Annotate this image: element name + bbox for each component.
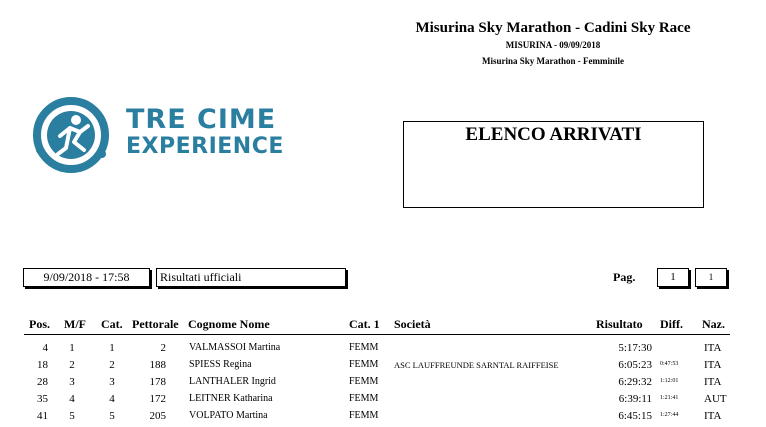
table-row	[0, 342, 766, 359]
col-header-diff: Diff.	[660, 317, 683, 331]
cell-risultato: 5:17:30	[618, 342, 652, 354]
col-header-mf: M/F	[64, 317, 86, 331]
page-total: 1	[695, 268, 727, 287]
cell-name: LEITNER Katharina	[189, 393, 273, 404]
logo-text-line2: EXPERIENCE	[126, 134, 284, 159]
results-status: Risultati ufficiali	[156, 268, 346, 287]
cell-naz: ITA	[704, 376, 722, 388]
cell-cat1: FEMM	[349, 410, 379, 421]
table-row	[0, 359, 766, 376]
cell-pos: 28	[37, 376, 48, 388]
header-divider	[24, 334, 730, 335]
cell-name: SPIESS Regina	[189, 359, 252, 370]
col-header-pettorale: Pettorale	[132, 317, 179, 331]
page-label: Pag.	[613, 270, 636, 284]
cell-name: VALMASSOI Martina	[189, 342, 281, 353]
report-title-box	[403, 121, 704, 208]
cell-naz: ITA	[704, 359, 722, 371]
cell-risultato: 6:29:32	[618, 376, 652, 388]
cell-pos: 41	[37, 410, 48, 422]
race-category: Misurina Sky Marathon - Femminile	[482, 56, 624, 66]
cell-naz: AUT	[704, 393, 727, 405]
cell-cat1: FEMM	[349, 359, 379, 370]
cell-pettorale: 188	[149, 359, 166, 371]
print-datetime: 9/09/2018 - 17:58	[23, 268, 150, 287]
logo-text-line1: TRE CIME	[126, 104, 277, 135]
cell-naz: ITA	[704, 410, 722, 422]
cell-diff: 1:12:01	[660, 378, 679, 384]
cell-mf: 2	[69, 359, 75, 371]
table-row	[0, 393, 766, 410]
tre-cime-logo	[30, 94, 300, 176]
cell-cat: 5	[109, 410, 115, 422]
cell-pos: 35	[37, 393, 48, 405]
cell-cat: 2	[109, 359, 115, 371]
page-number: 1	[657, 268, 689, 287]
event-date: MISURINA - 09/09/2018	[505, 40, 601, 50]
cell-diff: 1:21:41	[660, 395, 679, 401]
cell-cat1: FEMM	[349, 376, 379, 387]
cell-pos: 4	[42, 342, 48, 354]
cell-risultato: 6:05:23	[618, 359, 652, 371]
cell-diff: 1:27:44	[660, 412, 679, 418]
cell-mf: 1	[69, 342, 75, 354]
cell-cat: 4	[109, 393, 115, 405]
col-header-cat: Cat.	[101, 317, 123, 331]
cell-pettorale: 205	[149, 410, 166, 422]
cell-risultato: 6:39:11	[618, 393, 652, 405]
table-row	[0, 376, 766, 393]
cell-mf: 4	[69, 393, 75, 405]
report-title: ELENCO ARRIVATI	[465, 124, 642, 145]
cell-name: VOLPATO Martina	[189, 410, 268, 421]
cell-pos: 18	[37, 359, 48, 371]
col-header-societa: Società	[394, 317, 431, 331]
cell-pettorale: 172	[149, 393, 166, 405]
cell-mf: 5	[69, 410, 75, 422]
cell-pettorale: 2	[160, 342, 166, 354]
cell-cat1: FEMM	[349, 342, 379, 353]
cell-cat1: FEMM	[349, 393, 379, 404]
cell-societa: ASC LAUFFREUNDE SARNTAL RAIFFEISE	[394, 360, 559, 370]
table-row	[0, 410, 766, 427]
cell-cat: 1	[109, 342, 115, 354]
cell-pettorale: 178	[149, 376, 166, 388]
cell-risultato: 6:45:15	[618, 410, 652, 422]
col-header-risultato: Risultato	[596, 317, 643, 331]
col-header-naz: Naz.	[702, 317, 725, 331]
runner-icon	[30, 94, 116, 176]
cell-mf: 3	[69, 376, 75, 388]
cell-name: LANTHALER Ingrid	[189, 376, 276, 387]
col-header-pos: Pos.	[29, 317, 50, 331]
cell-cat: 3	[109, 376, 115, 388]
cell-diff: 0:47:53	[660, 361, 679, 367]
col-header-cat1: Cat. 1	[349, 317, 380, 331]
cell-naz: ITA	[704, 342, 722, 354]
event-title: Misurina Sky Marathon - Cadini Sky Race	[415, 20, 691, 36]
col-header-name: Cognome Nome	[188, 317, 270, 331]
